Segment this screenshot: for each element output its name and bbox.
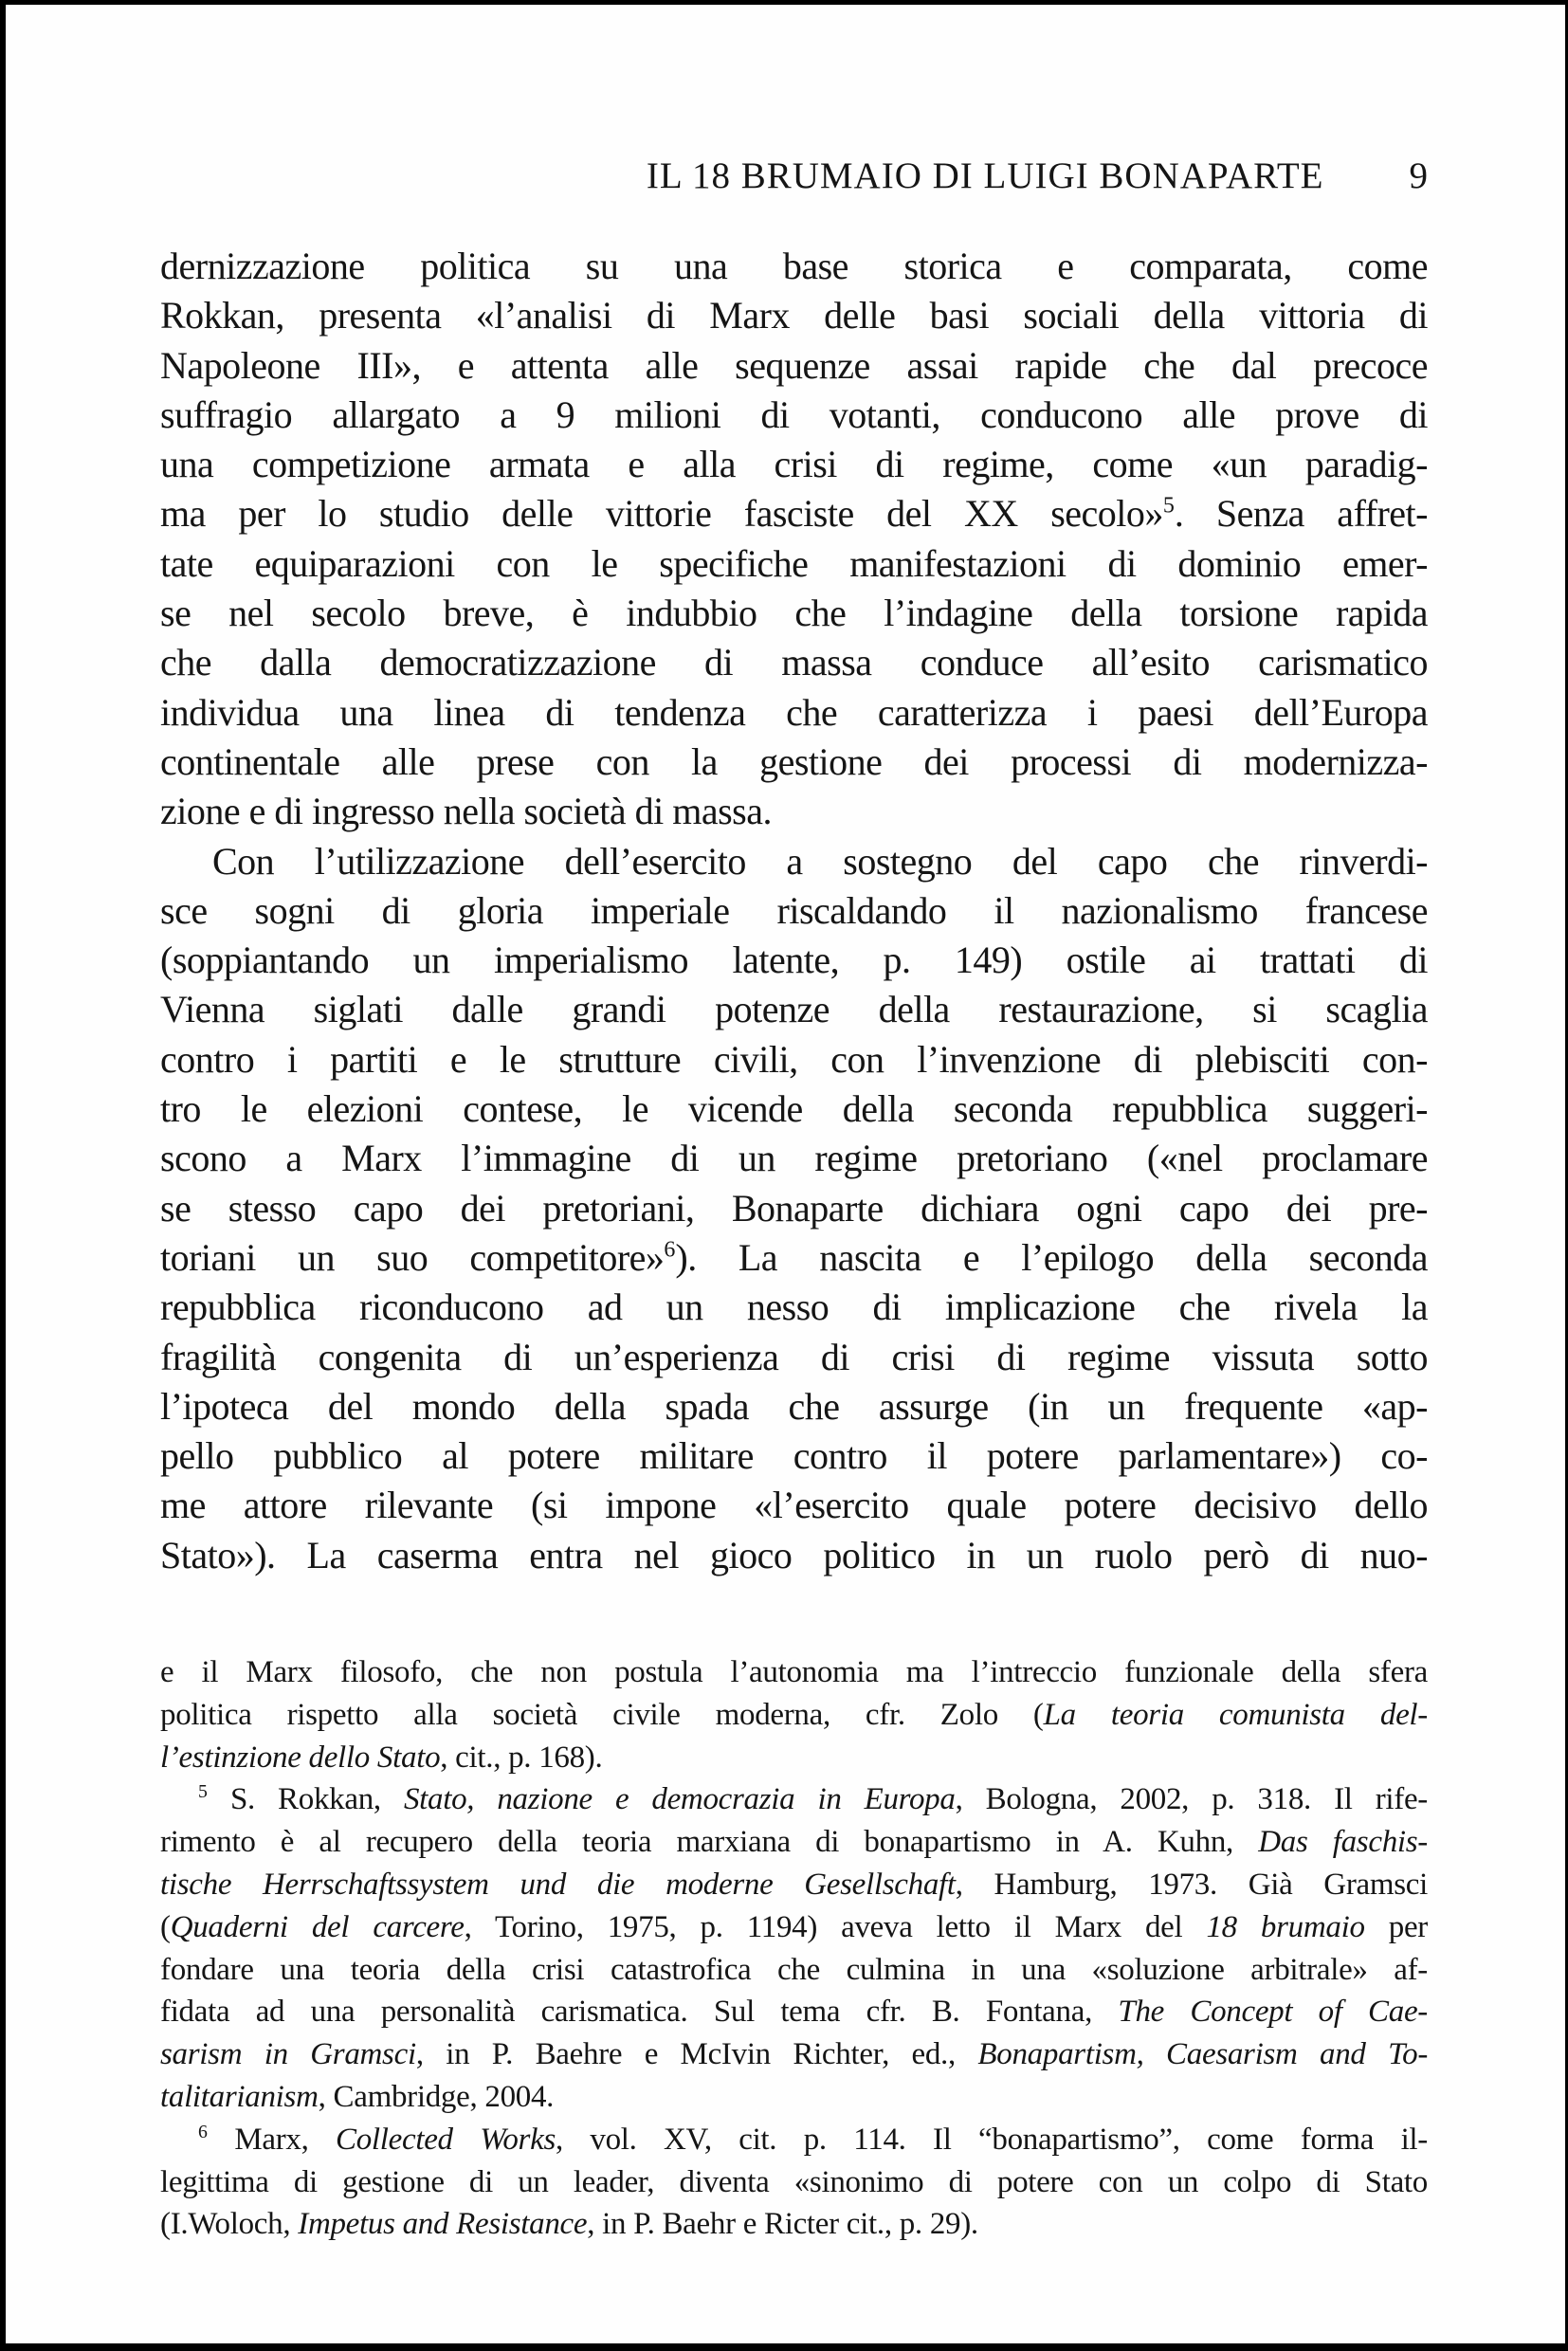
text-line: se stesso capo dei pretoriani, Bonaparte dichiara ogni capo dei pre- (160, 1186, 1428, 1230)
text-line: Vienna siglati dalle grandi potenze della restaurazione, si scaglia (160, 988, 1428, 1031)
text-line: ma per lo studio delle vittorie fasciste del XX secolo»$^5$. Senza affret- (160, 492, 1428, 536)
text-line: una competizione armata e alla crisi di regime, come «un paradig- (160, 443, 1428, 486)
text-line: $^5$ S. Rokkan, Stato, nazione e democrazia in Europa, Bologna, 2002, p. 318. Il rife- (198, 1781, 1428, 1817)
text-line: suffragio allargato a 9 milioni di votanti, conducono alle prove di (160, 392, 1428, 436)
text-line: fragilità congenita di un’esperienza di crisi di regime vissuta sotto (160, 1335, 1428, 1378)
text-line: continentale alle prese con la gestione dei processi di modernizza- (160, 739, 1428, 783)
text-line: politica rispetto alla società civile moderna, cfr. Zolo (La teoria comunista del- (160, 1697, 1428, 1732)
footnotes (160, 1651, 1428, 2246)
text-line: Con l’utilizzazione dell’esercito a sostegno del capo che rinverdi- (212, 839, 1428, 883)
text-line: se nel secolo breve, è indubbio che l’indagine della torsione rapida (160, 592, 1428, 635)
text-line: toriani un suo competitore»$^6$). La nascita e l’epilogo della seconda (160, 1235, 1429, 1279)
text-line: tische Herrschaftssystem und die moderne Gesellschaft, Hamburg, 1973. Già Gramsci (160, 1867, 1428, 1902)
text-line: repubblica riconducono ad un nesso di implicazione che rivela la (160, 1285, 1428, 1329)
page-number: 9 (1409, 155, 1428, 196)
text-line: talitarianism, Cambridge, 2004. (160, 2079, 555, 2114)
running-head-title: IL 18 BRUMAIO DI LUIGI BONAPARTE (646, 155, 1324, 196)
text-line: individua una linea di tendenza che caratterizza i paesi dell’Europa (160, 690, 1428, 734)
text-line: zione e di ingresso nella società di massa. (160, 790, 772, 833)
text-line: dernizzazione politica su una base storica e comparata, come (160, 245, 1428, 287)
text-line: Napoleone III», e attenta alle sequenze assai rapide che dal precoce (160, 343, 1428, 387)
text-line: scono a Marx l’immagine di un regime pretoriano («nel proclamare (160, 1137, 1428, 1180)
text-line: tro le elezioni contese, le vicende della seconda repubblica suggeri- (160, 1087, 1428, 1131)
text-line: fondare una teoria della crisi catastrofica che culmina in una «soluzione arbitrale» af- (160, 1952, 1428, 1987)
text-line: e il Marx filosofo, che non postula l’autonomia ma l’intreccio funzionale della sfera (160, 1655, 1428, 1689)
text-line: l’estinzione dello Stato, cit., p. 168). (160, 1740, 603, 1775)
text-line: Rokkan, presenta «l’analisi di Marx delle basi sociali della vittoria di (160, 294, 1428, 337)
text-line: tate equiparazioni con le specifiche manifestazioni di dominio emer- (160, 541, 1428, 585)
text-line: l’ipoteca del mondo della spada che assurge (in un frequente «ap- (160, 1384, 1428, 1428)
text-line: (soppiantando un imperialismo latente, p. 149) ostile ai trattati di (160, 939, 1428, 982)
text-line: sarism in Gramsci, in P. Baehre e McIvin Richter, ed., Bonapartism, Caesarism and To- (160, 2037, 1429, 2072)
text-line: che dalla democratizzazione di massa conduce all’esito carismatico (160, 641, 1428, 684)
body-text (160, 242, 1428, 1580)
text-line: legittima di gestione di un leader, diventa «sinonimo di potere con un colpo di Stato (160, 2164, 1428, 2199)
text-line: rimento è al recupero della teoria marxiana di bonapartismo in A. Kuhn, Das faschis- (160, 1825, 1428, 1860)
text-line: fidata ad una personalità carismatica. Sul tema cfr. B. Fontana, The Concept of Cae- (160, 1995, 1428, 2030)
text-line: $^6$ Marx, Collected Works, vol. XV, cit. p. 114. Il “bonapartismo”, come forma il- (198, 2121, 1428, 2157)
text-line: (Quaderni del carcere, Torino, 1975, p. 1194) aveva letto il Marx del 18 brumaio per (160, 1909, 1428, 1944)
text-line: sce sogni di gloria imperiale riscaldando il nazionalismo francese (160, 888, 1428, 932)
running-header (160, 155, 1428, 197)
text-line: Stato»). La caserma entra nel gioco politico in un ruolo però di nuo- (160, 1533, 1428, 1576)
text-line: (I.Woloch, Impetus and Resistance, in P. Baehr e Ricter cit., p. 29). (160, 2207, 978, 2242)
text-line: contro i partiti e le strutture civili, con l’invenzione di plebisciti con- (160, 1037, 1428, 1081)
text-line: pello pubblico al potere militare contro il potere parlamentare») co- (160, 1434, 1428, 1478)
text-line: me attore rilevante (si impone «l’esercito quale potere decisivo dello (160, 1484, 1428, 1527)
